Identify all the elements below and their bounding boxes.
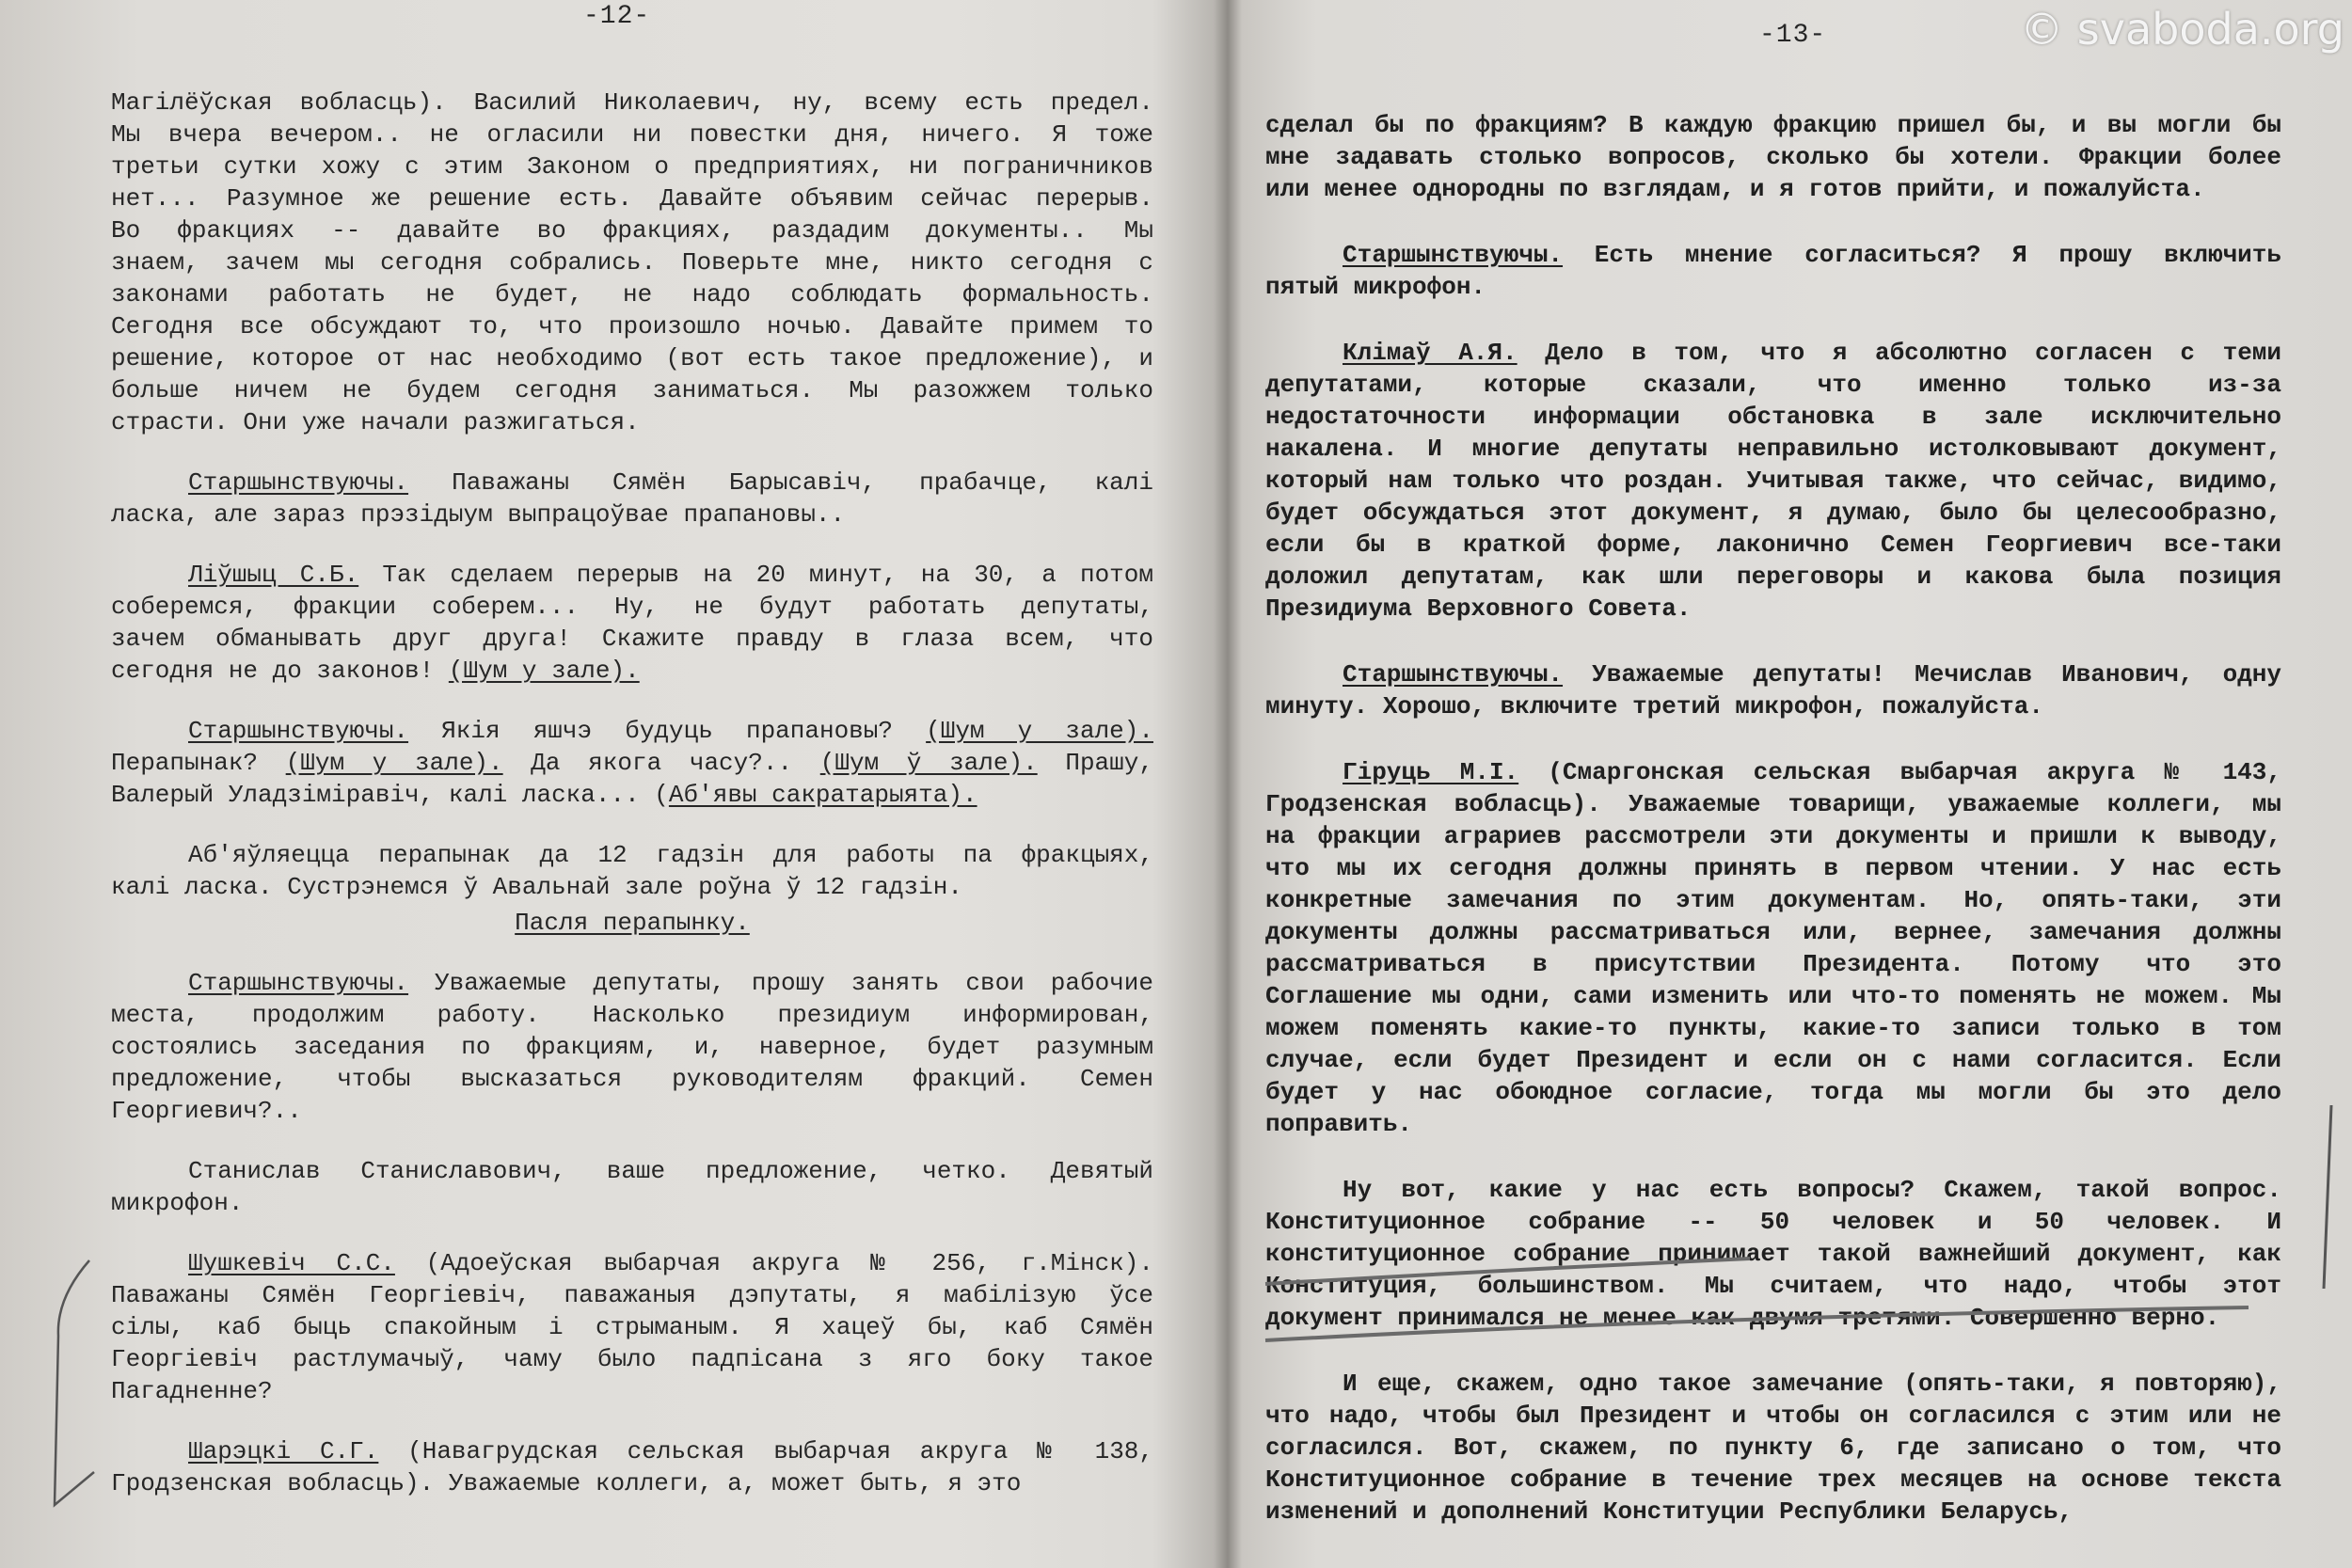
paragraph [111, 1247, 1153, 1407]
paragraph [111, 1155, 1153, 1219]
text-segment: Сегодня все обсуждают то, что произошло ночью. Давайте примем то [111, 312, 1153, 341]
underlined-text: Клімаў А.Я. [1343, 339, 1518, 367]
text-line [1265, 1270, 2281, 1302]
paragraph [111, 715, 1153, 811]
text-line [1265, 593, 2281, 625]
text-segment: конкретные замечания по этим документам. Но, опять-таки, эти [1265, 886, 2281, 914]
text-segment: ласка, але зараз прэзідыум выпрацоўвае прапановы.. [111, 500, 846, 529]
paragraph [111, 467, 1153, 531]
text-line [1265, 561, 2281, 593]
text-line [111, 1311, 1153, 1343]
text-segment: Ну вот, какие у нас есть вопросы? Скажем, такой вопрос. [1343, 1176, 2281, 1204]
text-line [1265, 1012, 2281, 1044]
text-line [111, 1435, 1153, 1467]
text-line [111, 715, 1153, 747]
text-segment: изменений и дополнений Конституции Республики Беларусь, [1265, 1497, 2074, 1526]
text-segment: документы должны рассматриваться или, вернее, замечания должны [1265, 918, 2281, 946]
paragraph [111, 907, 1153, 939]
text-segment: знаем, зачем мы сегодня собрались. Поверьте мне, никто сегодня с [111, 248, 1153, 277]
text-segment: Гродзенская вобласць). Уважаемые товарищи, уважаемые коллеги, мы [1265, 790, 2281, 818]
text-line [1265, 497, 2281, 529]
text-line [111, 342, 1153, 374]
paragraph [1265, 1174, 2281, 1334]
text-line [111, 839, 1153, 871]
text-segment: пятый микрофон. [1265, 273, 1486, 301]
text-segment: законами работать не будет, не надо соблюдать формальность. [111, 280, 1153, 309]
text-segment: конституционное собрание принимает такой важнейший документ, как [1265, 1240, 2281, 1268]
text-line [1265, 337, 2281, 369]
text-line [111, 1031, 1153, 1063]
text-segment: Паважаны Сямён Георгіевіч, паважаныя дэпутаты, я мабілізую ўсе [111, 1281, 1153, 1309]
text-line [111, 214, 1153, 246]
text-segment: или менее однородны по взглядам, и я готов прийти, и пожалуйста. [1265, 175, 2205, 203]
text-line [1265, 369, 2281, 401]
underlined-text: Пасля перапынку. [515, 909, 750, 937]
text-line [1265, 401, 2281, 433]
paragraph [111, 87, 1153, 438]
text-segment: (Смаргонская сельская выбарчая акруга № 143, [1518, 758, 2281, 786]
text-segment: Мы вчера вечером.. не огласили ни повестки дня, ничего. Я тоже [111, 120, 1153, 149]
text-line [1265, 884, 2281, 916]
text-segment: Валерый Уладзіміравіч, калі ласка... ( [111, 781, 669, 809]
paragraph [111, 967, 1153, 1127]
text-segment: согласился. Вот, скажем, по пункту 6, где записано о том, что [1265, 1433, 2281, 1462]
text-segment: Георгиевич?.. [111, 1097, 302, 1125]
text-segment: документ принимался не менее как двумя третями. Совершенно верно. [1265, 1304, 2220, 1332]
text-line [111, 1375, 1153, 1407]
paragraph [1265, 756, 2281, 1140]
text-line [111, 779, 1153, 811]
text-segment: что мы их сегодня должны принять в первом чтении. У нас есть [1265, 854, 2281, 882]
text-line [1265, 465, 2281, 497]
text-line [111, 1247, 1153, 1279]
text-segment: Да якога часу?.. [502, 749, 820, 777]
text-line [111, 747, 1153, 779]
text-segment: Президиума Верховного Совета. [1265, 594, 1692, 623]
text-segment: (Навагрудская сельская выбарчая акруга № 138, [378, 1437, 1154, 1465]
text-line [111, 871, 1153, 903]
text-line [111, 310, 1153, 342]
text-line [111, 999, 1153, 1031]
page-text [111, 87, 1153, 1528]
text-segment: который нам только что роздан. Учитывая также, что сейчас, видимо, [1265, 467, 2281, 495]
text-segment: можем поменять какие-то пункты, какие-то записи только в том [1265, 1014, 2281, 1042]
text-segment: микрофон. [111, 1189, 244, 1217]
text-segment: решение, которое от нас необходимо (вот есть такое предложение), и [111, 344, 1153, 372]
underlined-text: (Шум у зале). [285, 749, 503, 777]
text-segment: Станислав Станиславович, ваше предложение, четко. Девятый [188, 1157, 1153, 1185]
text-line [1265, 1496, 2281, 1528]
text-segment: Прашу, [1037, 749, 1153, 777]
text-segment: Пагадненне? [111, 1377, 273, 1405]
text-line [111, 907, 1153, 939]
text-line [111, 182, 1153, 214]
text-segment: недостаточности информации обстановка в зале исключительно [1265, 403, 2281, 431]
text-line [1265, 1206, 2281, 1238]
text-segment: Есть мнение согласиться? Я прошу включить [1563, 241, 2281, 269]
text-segment: рассматриваться в присутствии Президента. Потому что это [1265, 950, 2281, 978]
page-text [1265, 109, 2281, 1561]
text-segment: Соглашение мы одни, сами изменить или что-то поменять не можем. Мы [1265, 982, 2281, 1010]
text-segment: сегодня не до законов! [111, 657, 449, 685]
right-page [1237, 0, 2352, 1568]
underlined-text: Шарэцкі С.Г. [188, 1437, 379, 1465]
text-line [111, 559, 1153, 591]
text-line [111, 591, 1153, 623]
text-segment: будет у нас обоюдное согласие, тогда мы могли бы это дело [1265, 1078, 2281, 1106]
text-line [111, 119, 1153, 150]
underlined-text: Старшынствуючы. [188, 717, 409, 745]
text-line [1265, 1174, 2281, 1206]
underlined-text: Старшынствуючы. [1343, 241, 1564, 269]
underlined-text: Старшынствуючы. [188, 468, 409, 497]
watermark: © svaboda.org [2020, 4, 2344, 55]
underlined-text: Старшынствуючы. [1343, 660, 1564, 689]
underlined-text: (Шум у зале). [448, 657, 640, 685]
text-segment: Конституция, большинством. Мы считаем, что надо, чтобы этот [1265, 1272, 2281, 1300]
paragraph [1265, 337, 2281, 625]
text-line [1265, 239, 2281, 271]
text-line [1265, 690, 2281, 722]
text-line [111, 467, 1153, 499]
text-line [1265, 141, 2281, 173]
text-line [1265, 1302, 2281, 1334]
text-line [1265, 1400, 2281, 1432]
text-segment: (Адоеўская выбарчая акруга № 256, г.Мінск). [394, 1249, 1153, 1277]
text-line [1265, 820, 2281, 852]
text-segment: если бы в краткой форме, лаконично Семен Георгиевич все-таки [1265, 531, 2281, 559]
underlined-text: Ліўшыц С.Б. [188, 561, 359, 589]
text-segment: будет обсуждаться этот документ, я думаю, было бы целесообразно, [1265, 499, 2281, 527]
paragraph [111, 839, 1153, 903]
text-segment: нет... Разумное же решение есть. Давайте объявим сейчас перерыв. [111, 184, 1153, 213]
text-segment: третьи сутки хожу с этим Законом о предприятиях, ни пограничников [111, 152, 1153, 181]
text-segment: предложение, чтобы высказаться руководителям фракций. Семен [111, 1065, 1153, 1093]
text-segment: Дело в том, что я абсолютно согласен с теми [1517, 339, 2281, 367]
paragraph [111, 559, 1153, 687]
underlined-text: Старшынствуючы. [188, 969, 409, 997]
text-segment: Во фракциях -- давайте во фракциях, раздадим документы.. Мы [111, 216, 1153, 245]
text-line [1265, 788, 2281, 820]
page-number: -12- [583, 2, 651, 31]
text-line [111, 406, 1153, 438]
text-segment: мне задавать столько вопросов, сколько бы хотели. Фракции более [1265, 143, 2281, 171]
text-line [1265, 916, 2281, 948]
text-line [1265, 271, 2281, 303]
text-segment: страсти. Они уже начали разжигаться. [111, 408, 640, 436]
text-line [111, 655, 1153, 687]
text-segment: на фракции аграриев рассмотрели эти документы и пришли к выводу, [1265, 822, 2281, 850]
text-line [111, 278, 1153, 310]
text-line [1265, 1238, 2281, 1270]
text-line [1265, 658, 2281, 690]
text-line [1265, 109, 2281, 141]
text-line [111, 150, 1153, 182]
text-segment: депутатами, которые сказали, что именно только из-за [1265, 371, 2281, 399]
text-line [1265, 980, 2281, 1012]
text-line [111, 1155, 1153, 1187]
text-line [1265, 1432, 2281, 1464]
text-segment: соберемся, фракции соберем... Ну, не будут работать депутаты, [111, 593, 1153, 621]
text-line [1265, 948, 2281, 980]
paragraph [1265, 109, 2281, 205]
text-segment: случае, если будет Президент и если он с нами согласится. Если [1265, 1046, 2281, 1074]
text-line [1265, 1464, 2281, 1496]
text-line [111, 967, 1153, 999]
underlined-text: Гіруць М.І. [1343, 758, 1519, 786]
text-line [111, 1467, 1153, 1499]
text-line [111, 1095, 1153, 1127]
text-segment: Уважаемые депутаты, прошу занять свои рабочие [408, 969, 1153, 997]
text-segment: сілы, каб быць спакойным і стрыманым. Я хацеў бы, каб Сямён [111, 1313, 1153, 1341]
text-segment: Якія яшчэ будуць прапановы? [408, 717, 927, 745]
text-segment: Конституционное собрание в течение трех месяцев на основе текста [1265, 1465, 2281, 1494]
text-line [1265, 1368, 2281, 1400]
text-segment: накалена. И многие депутаты неправильно истолковывают документ, [1265, 435, 2281, 463]
text-segment: Аб'яўляецца перапынак да 12 гадзін для работы па фракцыях, [188, 841, 1153, 869]
text-segment: поправить. [1265, 1110, 1413, 1138]
text-line [1265, 1044, 2281, 1076]
paragraph [1265, 239, 2281, 303]
text-segment: Так сделаем перерыв на 20 минут, на 30, а потом [358, 561, 1153, 589]
text-segment: состоялись заседания по фракциям, и, наверное, будет разумным [111, 1033, 1153, 1061]
underlined-text: (Шум ў зале). [819, 749, 1038, 777]
paragraph [1265, 1368, 2281, 1528]
text-segment: доложил депутатам, как шли переговоры и какова была позиция [1265, 562, 2281, 591]
text-segment: Конституционное собрание -- 50 человек и 50 человек. И [1265, 1208, 2281, 1236]
text-segment: Гродзенская вобласць). Уважаемые коллеги, а, может быть, я это [111, 1469, 1022, 1497]
text-segment: минуту. Хорошо, включите третий микрофон, пожалуйста. [1265, 692, 2043, 721]
text-line [1265, 1076, 2281, 1108]
text-line [1265, 433, 2281, 465]
text-segment: калі ласка. Сустрэнемся ў Авальнай зале роўна ў 12 гадзін. [111, 873, 962, 901]
text-segment: Паважаны Сямён Барысавіч, прабачце, калі [408, 468, 1153, 497]
text-line [111, 1279, 1153, 1311]
underlined-text: Аб'явы сакратарыята). [668, 781, 977, 809]
text-segment: больше ничем не будем сегодня заниматься. Мы разожжем только [111, 376, 1153, 404]
text-line [1265, 756, 2281, 788]
text-segment: места, продолжим работу. Насколько президиум информирован, [111, 1001, 1153, 1029]
underlined-text: (Шум у зале). [926, 717, 1153, 745]
text-line [111, 499, 1153, 531]
text-segment: зачем обманывать друг друга! Скажите правду в глаза всем, что [111, 625, 1153, 653]
text-segment: Перапынак? [111, 749, 286, 777]
text-line [111, 374, 1153, 406]
text-segment: Уважаемые депутаты! Мечислав Иванович, одну [1563, 660, 2281, 689]
text-line [1265, 173, 2281, 205]
text-segment: Магілёўская вобласць). Василий Николаевич, ну, всему есть предел. [111, 88, 1153, 117]
paragraph [1265, 658, 2281, 722]
text-line [1265, 1108, 2281, 1140]
paragraph [111, 1435, 1153, 1499]
text-line [1265, 852, 2281, 884]
text-line [111, 1063, 1153, 1095]
page-number: -13- [1759, 21, 1827, 50]
text-line [111, 1343, 1153, 1375]
text-line [111, 1187, 1153, 1219]
text-line [111, 87, 1153, 119]
text-segment: сделал бы по фракциям? В каждую фракцию пришел бы, и вы могли бы [1265, 111, 2281, 139]
text-segment: Георгіевіч растлумачыў, чаму было падпісана з яго боку такое [111, 1345, 1153, 1373]
text-line [111, 623, 1153, 655]
text-line [111, 246, 1153, 278]
text-segment: И еще, скажем, одно такое замечание (опять-таки, я повторяю), [1343, 1370, 2281, 1398]
underlined-text: Шушкевіч С.С. [188, 1249, 395, 1277]
text-segment: что надо, чтобы был Президент и чтобы он согласился с этим или не [1265, 1402, 2281, 1430]
text-line [1265, 529, 2281, 561]
